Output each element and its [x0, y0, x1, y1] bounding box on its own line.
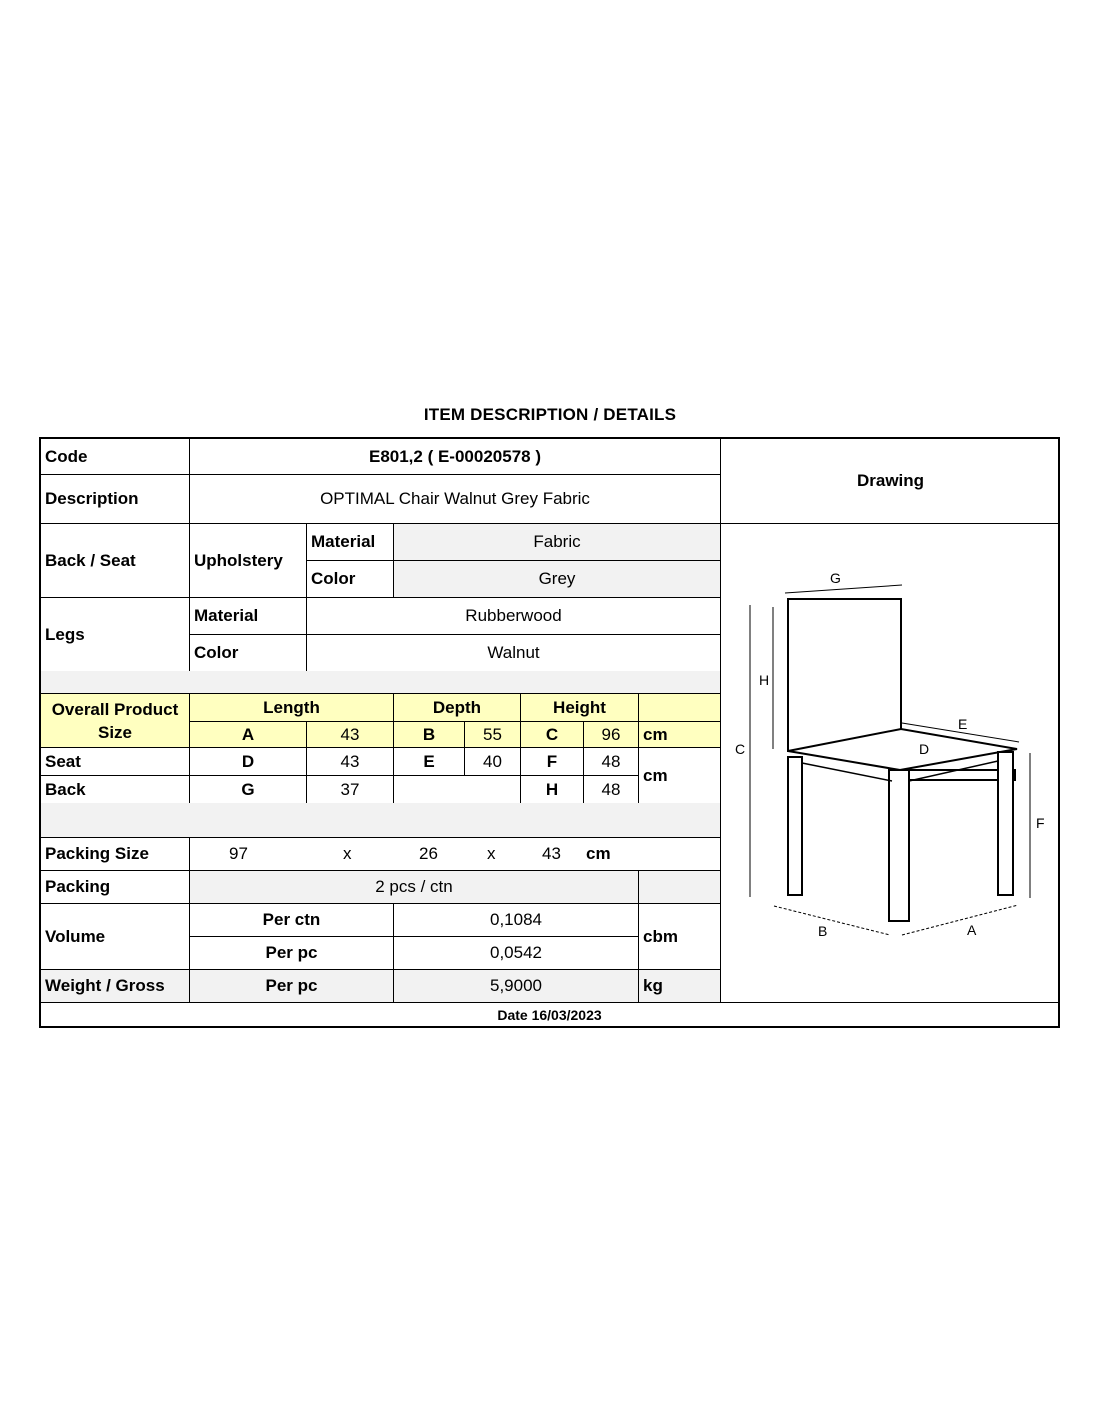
dim-f-label: F	[520, 747, 583, 775]
packing-size-unit: cm	[586, 843, 611, 863]
volume-label: Volume	[41, 903, 189, 969]
item-details-sheet	[39, 437, 1060, 1028]
chair-back-panel	[788, 599, 901, 751]
overall-size-label-line1: Overall Product	[51, 699, 179, 719]
weight-unit: kg	[638, 969, 720, 1002]
packing-size-length: 97	[229, 843, 248, 863]
dim-c-value: 96	[583, 721, 638, 747]
chair-front-left-leg	[889, 770, 909, 921]
weight-per-pc-label: Per pc	[189, 969, 393, 1002]
back-empty-cell	[393, 775, 520, 803]
back-label: Back	[41, 775, 189, 803]
drawing-letter-b: B	[818, 923, 828, 939]
dim-e-value: 40	[464, 747, 520, 775]
dim-line-b	[774, 906, 890, 935]
packing-size-label: Packing Size	[41, 837, 189, 870]
weight-label: Weight / Gross	[41, 969, 189, 1002]
upholstery-label: Upholstery	[189, 523, 306, 597]
drawing-letter-a: A	[967, 922, 977, 938]
overall-size-label-line2: Size	[97, 722, 133, 742]
depth-header: Depth	[393, 693, 520, 721]
dim-line-g	[785, 585, 902, 593]
dim-g-label: G	[189, 775, 306, 803]
overall-unit: cm	[638, 721, 720, 747]
drawing-letter-c: C	[735, 741, 746, 757]
drawing-letter-h: H	[759, 672, 770, 688]
height-header: Height	[520, 693, 638, 721]
code-label: Code	[45, 446, 88, 466]
page-title: ITEM DESCRIPTION / DETAILS	[423, 405, 677, 424]
chair-front-right-leg	[998, 752, 1013, 895]
legs-material-value: Rubberwood	[306, 597, 720, 634]
seat-back-unit: cm	[638, 747, 720, 803]
description-label: Description	[41, 474, 189, 523]
drawing-letter-d: D	[919, 741, 930, 757]
volume-unit: cbm	[638, 903, 720, 969]
legs-color-value: Walnut	[306, 634, 720, 671]
dim-b-label: B	[393, 721, 464, 747]
weight-per-pc-value: 5,9000	[393, 969, 638, 1002]
volume-per-pc-label: Per pc	[189, 936, 393, 969]
packing-label: Packing	[41, 870, 189, 903]
upholstery-color-value: Grey	[393, 560, 720, 597]
overall-size-label	[41, 693, 189, 747]
legs-material-label: Material	[189, 597, 306, 634]
dim-line-a	[902, 905, 1018, 935]
overall-unit-header	[638, 693, 720, 721]
chair-back-left-leg	[788, 757, 802, 895]
code-value: E801,2 ( E-00020578 )	[189, 439, 720, 474]
legs-label: Legs	[41, 597, 189, 671]
dim-a-label: A	[189, 721, 306, 747]
volume-per-ctn-label: Per ctn	[189, 903, 393, 936]
drawing-letter-f: F	[1036, 815, 1045, 831]
dim-c-label: C	[520, 721, 583, 747]
description-value: OPTIMAL Chair Walnut Grey Fabric	[189, 474, 720, 523]
volume-per-ctn-value: 0,1084	[393, 903, 638, 936]
date-footer: Date 16/03/2023	[41, 1002, 1058, 1026]
dim-e-label: E	[393, 747, 464, 775]
packing-unit-cell	[638, 870, 720, 903]
back-seat-label: Back / Seat	[41, 523, 189, 597]
packing-size-height: 43	[542, 843, 561, 863]
dim-b-value: 55	[464, 721, 520, 747]
separator-row	[41, 671, 720, 693]
seat-label: Seat	[41, 747, 189, 775]
volume-per-pc-value: 0,0542	[393, 936, 638, 969]
chair-drawing	[722, 523, 1058, 1001]
upholstery-material-value: Fabric	[393, 523, 720, 560]
drawing-letter-g: G	[830, 570, 841, 586]
dim-d-value: 43	[306, 747, 393, 775]
dim-d-label: D	[189, 747, 306, 775]
packing-size-x1: x	[343, 843, 352, 863]
legs-color-label: Color	[189, 634, 306, 671]
length-header: Length	[189, 693, 393, 721]
separator-row	[41, 803, 720, 837]
upholstery-color-label: Color	[306, 560, 393, 597]
upholstery-material-label: Material	[306, 523, 393, 560]
dim-f-value: 48	[583, 747, 638, 775]
packing-value: 2 pcs / ctn	[189, 870, 638, 903]
drawing-letter-e: E	[958, 716, 968, 732]
packing-size-width: 26	[419, 843, 438, 863]
dim-a-value: 43	[306, 721, 393, 747]
drawing-header: Drawing	[720, 439, 1060, 523]
dim-h-label: H	[520, 775, 583, 803]
packing-size-x2: x	[487, 843, 496, 863]
dim-h-value: 48	[583, 775, 638, 803]
dim-g-value: 37	[306, 775, 393, 803]
